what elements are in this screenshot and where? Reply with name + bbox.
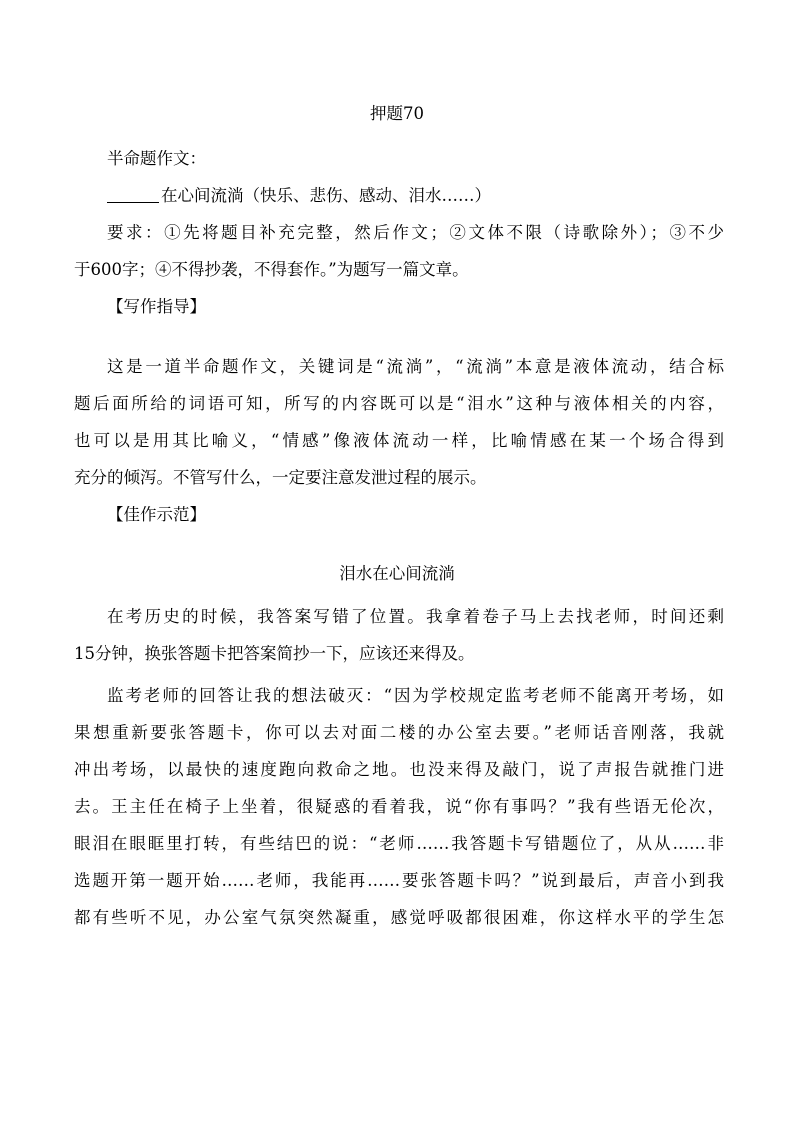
guidance-line: 题后面所给的词语可知，所写的内容既可以是“泪水”这种与液体相关的内容， <box>74 394 724 413</box>
essay-line: 眼泪在眼眶里打转，有些结巴的说：“老师……我答题卡写错题位了，从从……非 <box>74 834 724 853</box>
guidance-line: 也可以是用其比喻义，“情感”像液体流动一样，比喻情感在某一个场合得到 <box>74 431 724 450</box>
prompt-type-label: 半命题作文： <box>107 149 206 168</box>
guidance-heading: 【写作指导】 <box>107 297 206 316</box>
prompt-section <box>74 140 724 325</box>
essay-line: 冲出考场，以最快的速度跑向救命之地。也没来得及敲门，说了声报告就推门进 <box>74 760 724 779</box>
essay-line: 选题开第一题开始……老师，我能再……要张答题卡吗？”说到最后，声音小到我 <box>74 871 724 890</box>
prompt-topic-line <box>74 177 724 214</box>
essay-line: 15分钟，换张答题卡把答案简抄一下，应该还来得及。 <box>74 644 475 663</box>
essay-paragraph-1 <box>74 598 724 672</box>
prompt-topic-text: 在心间流淌（快乐、悲伤、感动、泪水……） <box>161 186 491 205</box>
essay-line: 都有些听不见，办公室气氛突然凝重，感觉呼吸都很困难，你这样水平的学生怎 <box>74 908 724 927</box>
essay-paragraph-2 <box>74 677 724 936</box>
prompt-requirements-line-2: 于600字；④不得抄袭，不得套作。”为题写一篇文章。 <box>74 260 469 279</box>
essay-line: 监考老师的回答让我的想法破灭：“因为学校规定监考老师不能离开考场，如 <box>107 686 724 705</box>
guidance-paragraph <box>74 348 724 533</box>
essay-title: 泪水在心间流淌 <box>339 564 455 583</box>
essay-line: 去。王主任在椅子上坐着，很疑惑的看着我，说“你有事吗？”我有些语无伦次， <box>74 797 724 816</box>
page-title: 押题70 <box>370 104 424 123</box>
essay-line: 在考历史的时候，我答案写错了位置。我拿着卷子马上去找老师，时间还剩 <box>107 607 724 626</box>
prompt-requirements-line-1: 要求：①先将题目补充完整，然后作文；②文体不限（诗歌除外）；③不少 <box>107 223 724 242</box>
essay-line: 果想重新要张答题卡，你可以去对面二楼的办公室去要。”老师话音刚落，我就 <box>74 723 724 742</box>
guidance-line: 充分的倾泻。不管写什么，一定要注意发泄过程的展示。 <box>74 468 487 487</box>
fill-in-blank <box>107 184 159 203</box>
sample-heading: 【佳作示范】 <box>107 505 206 524</box>
guidance-line: 这是一道半命题作文，关键词是“流淌”，“流淌”本意是液体流动，结合标 <box>107 357 724 376</box>
